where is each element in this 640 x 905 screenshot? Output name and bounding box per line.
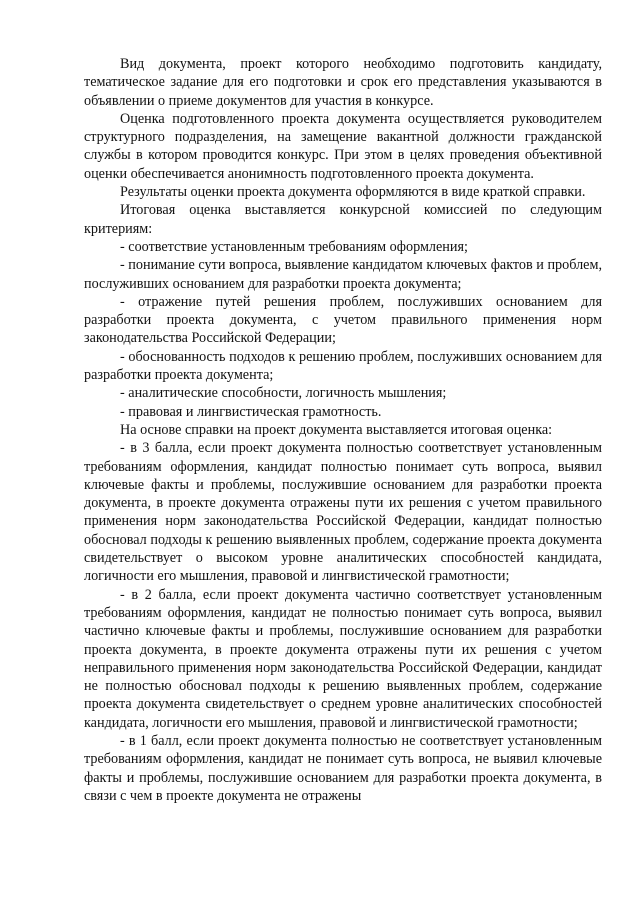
paragraph-results: Результаты оценки проекта документа оформляются в виде краткой справки.: [120, 184, 586, 201]
paragraph-document-type: Вид документа, проект которого необходимо подготовить кандидату, тематическое задание для его подготовки и срок его представления указываются в объявлении о приеме документов для участия в конкурсе.: [84, 56, 602, 109]
document-body: [84, 55, 602, 805]
criterion-analytics: - аналитические способности, логичность мышления;: [120, 385, 447, 402]
paragraph-final-score-intro: На основе справки на проект документа выставляется итоговая оценка:: [120, 421, 553, 438]
criterion-solutions: - отражение путей решения проблем, послуживших основанием для разработки проекта документа, с учетом правильного применения норм законодательства Российской Федерации;: [84, 293, 602, 347]
criterion-understanding: - понимание сути вопроса, выявление кандидатом ключевых фактов и проблем, послуживших основанием для разработки проекта документа;: [84, 257, 602, 292]
criterion-literacy: - правовая и лингвистическая грамотность.: [120, 403, 382, 420]
criterion-justification: - обоснованность подходов к решению проблем, послуживших основанием для разработки проекта документа;: [84, 348, 602, 384]
criterion-formatting: - соответствие установленным требованиям оформления;: [120, 238, 468, 255]
score-2-points: - в 2 балла, если проект документа частично соответствует установленным требованиям оформления, кандидат не полностью понимает суть вопроса, выявил частично ключевые факты и проблемы, послужившие основанием для разработки проекта документа, в проекте документа отражены пути их решения с учетом неправильного применения норм законодательства Российской Федерации, кандидат не полностью обосновал подходы к решению выявленных проблем, содержание проекта документа свидетельствует о среднем уровне аналитических способностей кандидата, логичности его мышления, правовой и лингвистической грамотности;: [84, 586, 602, 731]
score-3-points: - в 3 балла, если проект документа полностью соответствует установленным требованиям оформления, кандидат полностью понимает суть вопроса, выявил ключевые факты и проблемы, послужившие основанием для разработки проекта документа, в проекте документа отражены пути их решения с учетом правильного применения норм законодательства Российской Федерации, кандидат полностью обосновал подходы к решению выявленных проблем, содержание проекта документа свидетельствует о высоком уровне аналитических способностей кандидата, логичности его мышления, правовой и лингвистической грамотности;: [84, 440, 602, 585]
paragraph-evaluation: Оценка подготовленного проекта документа осуществляется руководителем структурного подразделения, на замещение вакантной должности гражданской службы в котором проводится конкурс. При этом в целях проведения объективной оценки обеспечивается анонимность подготовленного проекта документа.: [84, 110, 602, 182]
score-1-point: - в 1 балл, если проект документа полностью не соответствует установленным требованиям оформления, кандидат не понимает суть вопроса, не выявил ключевые факты и проблемы, послужившие основанием для разработки проекта документа, в связи с чем в проекте документа не отражены: [84, 732, 602, 804]
paragraph-criteria-intro: Итоговая оценка выставляется конкурсной комиссией по следующим критериям:: [84, 202, 602, 237]
